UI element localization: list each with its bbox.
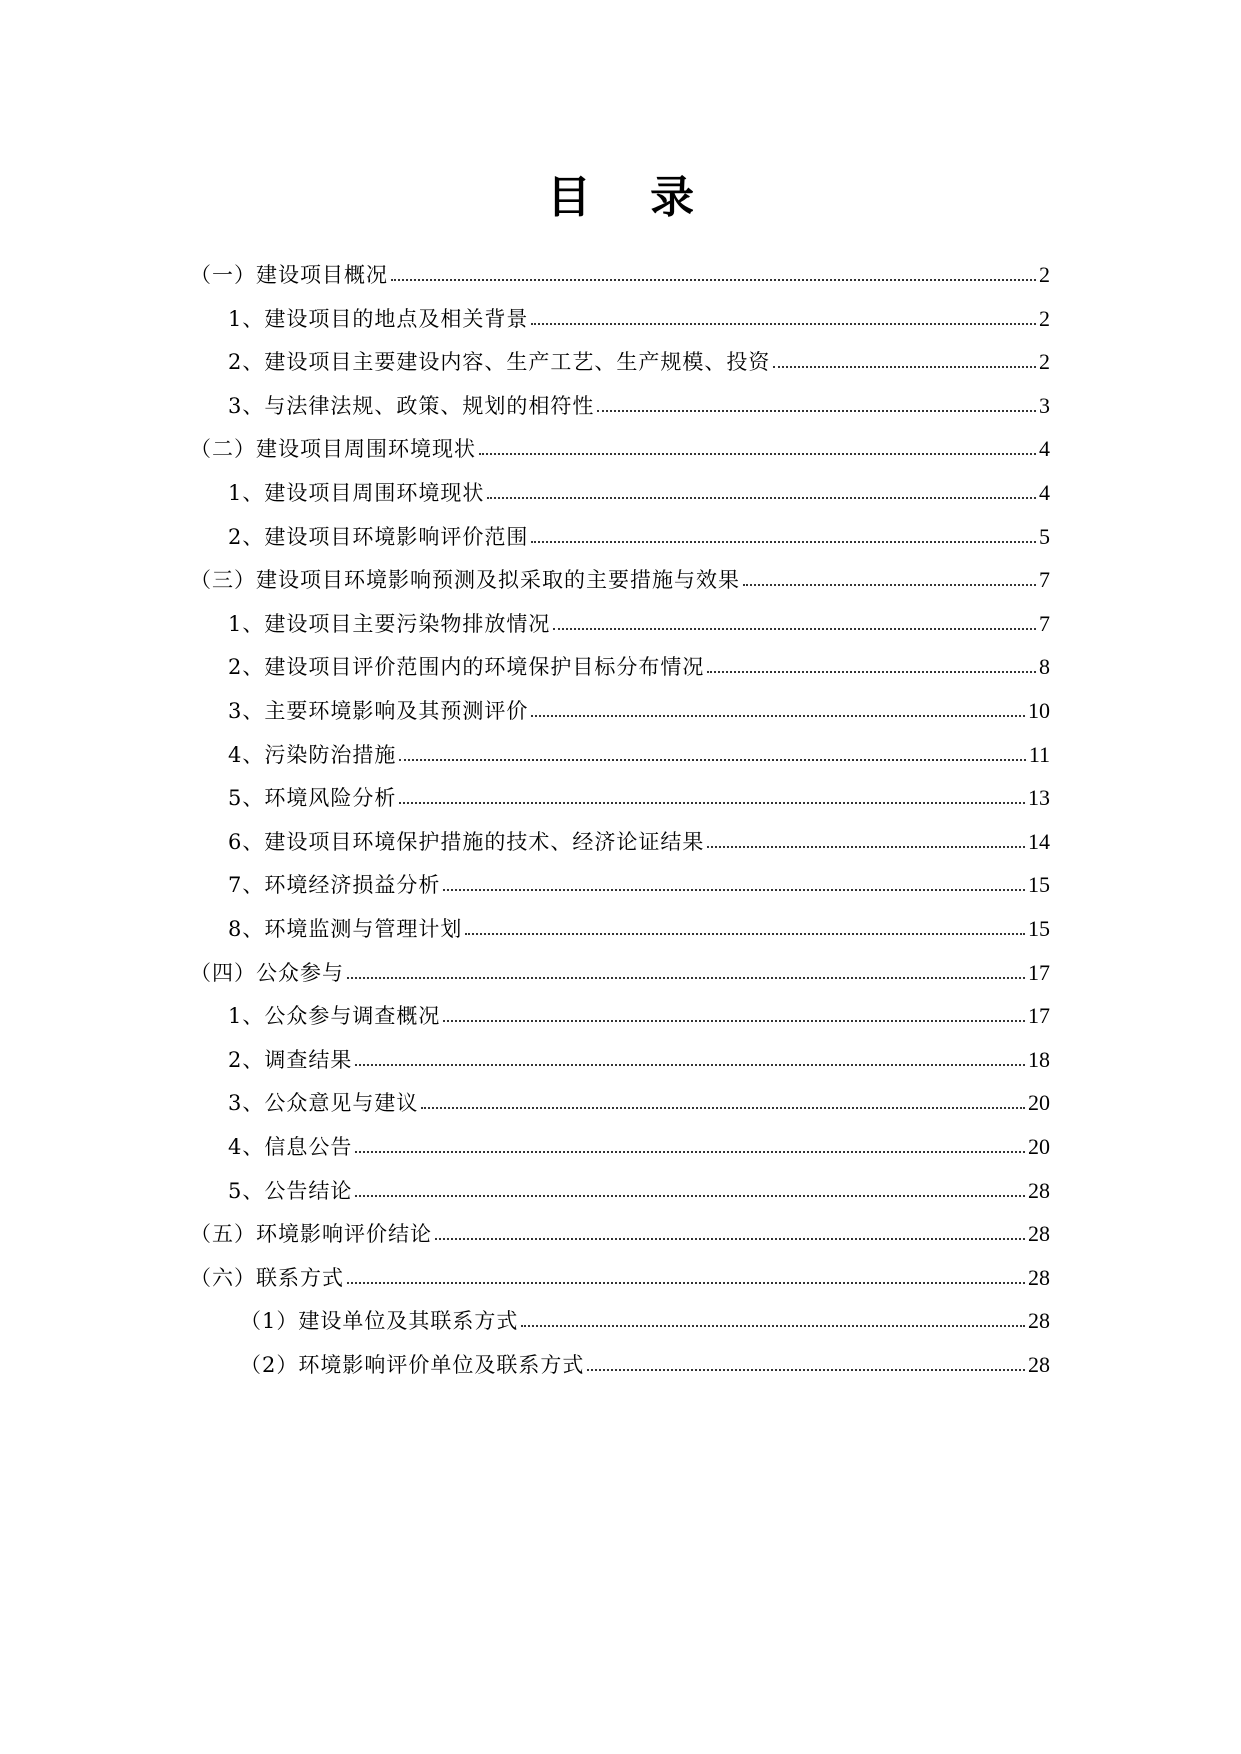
- dot-leader: [531, 323, 1036, 325]
- toc-entry-title: 8、环境监测与管理计划: [228, 917, 463, 941]
- dot-leader: [355, 1195, 1025, 1197]
- toc-entry[interactable]: [190, 948, 1050, 988]
- toc-entry-title: （1）建设单位及其联系方式: [240, 1309, 519, 1334]
- toc-entry[interactable]: [190, 642, 1050, 682]
- toc-entry-page-number: 2: [1039, 262, 1050, 287]
- dot-leader: [391, 279, 1036, 281]
- toc-entry-title: 4、信息公告: [228, 1135, 353, 1159]
- toc-entry-title: （六）联系方式: [190, 1265, 344, 1290]
- dot-leader: [531, 541, 1036, 543]
- toc-entry-title: 2、建设项目评价范围内的环境保护目标分布情况: [228, 655, 705, 680]
- toc-entry-page-number: 15: [1028, 872, 1050, 898]
- toc-entry[interactable]: [190, 512, 1050, 552]
- toc-entry[interactable]: [190, 904, 1050, 944]
- dot-leader: [743, 584, 1036, 586]
- page-title: 目 录: [546, 172, 717, 223]
- toc-entry-title: （四）公众参与: [190, 960, 344, 985]
- toc-entry-title: 3、与法律法规、政策、规划的相符性: [228, 393, 595, 418]
- toc-entry-page-number: 4: [1039, 480, 1050, 505]
- dot-leader: [347, 1282, 1025, 1284]
- toc-entry-page-number: 2: [1039, 349, 1050, 375]
- toc-entry[interactable]: [190, 1253, 1050, 1293]
- toc-entry[interactable]: [190, 860, 1050, 900]
- dot-leader: [521, 1325, 1025, 1327]
- toc-entry-page-number: 17: [1028, 1003, 1050, 1029]
- toc-entry[interactable]: [190, 730, 1050, 770]
- toc-entry-page-number: 28: [1028, 1308, 1050, 1334]
- toc-entry[interactable]: [190, 1296, 1050, 1336]
- toc-entry-title: 1、建设项目的地点及相关背景: [228, 306, 529, 331]
- toc-entry-page-number: 28: [1028, 1221, 1050, 1247]
- toc-entry-page-number: 17: [1028, 959, 1050, 985]
- toc-entry-title: 2、建设项目环境影响评价范围: [228, 524, 529, 549]
- dot-leader: [355, 1151, 1025, 1153]
- toc-entry[interactable]: [190, 991, 1050, 1031]
- toc-entry-title: 2、建设项目主要建设内容、生产工艺、生产规模、投资: [228, 350, 771, 375]
- toc-entry-title: （三）建设项目环境影响预测及拟采取的主要措施与效果: [190, 568, 740, 593]
- dot-leader: [707, 671, 1036, 673]
- toc-entry-title: 3、公众意见与建议: [228, 1091, 419, 1116]
- toc-entry[interactable]: [190, 686, 1050, 726]
- toc-entry-page-number: 28: [1028, 1177, 1050, 1203]
- toc-entry-title: 5、环境风险分析: [228, 786, 397, 811]
- toc-entry-page-number: 4: [1039, 436, 1050, 462]
- toc-entry[interactable]: [190, 424, 1050, 464]
- toc-entry-title: （2）环境影响评价单位及联系方式: [240, 1353, 585, 1377]
- dot-leader: [597, 410, 1036, 412]
- toc-entry[interactable]: [190, 381, 1050, 421]
- toc-entry[interactable]: [190, 1078, 1050, 1118]
- toc-entry-page-number: 7: [1039, 610, 1050, 636]
- toc-entry-page-number: 20: [1028, 1090, 1050, 1116]
- toc-entry[interactable]: [190, 817, 1050, 857]
- toc-entry-page-number: 7: [1039, 567, 1050, 593]
- toc-entry-page-number: 11: [1028, 741, 1050, 767]
- dot-leader: [399, 802, 1025, 804]
- dot-leader: [707, 846, 1025, 848]
- dot-leader: [465, 933, 1025, 935]
- toc-entry-title: 4、污染防治措施: [228, 742, 397, 767]
- dot-leader: [421, 1107, 1025, 1109]
- toc-entry[interactable]: [190, 294, 1050, 334]
- dot-leader: [435, 1238, 1025, 1240]
- toc-entry-page-number: 14: [1028, 828, 1050, 854]
- toc-entry[interactable]: [190, 250, 1050, 290]
- dot-leader: [587, 1369, 1025, 1371]
- toc-entry-title: 6、建设项目环境保护措施的技术、经济论证结果: [228, 829, 705, 854]
- dot-leader: [553, 628, 1036, 630]
- toc-entry-title: 7、环境经济损益分析: [228, 873, 441, 898]
- dot-leader: [355, 1064, 1025, 1066]
- toc-entry-title: （二）建设项目周围环境现状: [190, 437, 476, 462]
- toc-entry[interactable]: [190, 555, 1050, 595]
- toc-entry-page-number: 8: [1039, 654, 1050, 680]
- dot-leader: [443, 889, 1025, 891]
- toc-entry-page-number: 3: [1039, 392, 1050, 418]
- toc-entry[interactable]: [190, 337, 1050, 377]
- dot-leader: [487, 497, 1036, 499]
- dot-leader: [479, 453, 1036, 455]
- toc-entry-title: 1、建设项目周围环境现状: [228, 481, 485, 505]
- dot-leader: [399, 759, 1025, 761]
- toc-entry[interactable]: [190, 468, 1050, 508]
- dot-leader: [531, 715, 1025, 717]
- toc-entry[interactable]: [190, 1209, 1050, 1249]
- toc-entry[interactable]: [190, 1340, 1050, 1380]
- toc-entry-page-number: 28: [1028, 1264, 1050, 1290]
- toc-entry-page-number: 13: [1028, 785, 1050, 811]
- toc-entry-page-number: 20: [1028, 1134, 1050, 1159]
- toc-entry[interactable]: [190, 773, 1050, 813]
- toc-entry-title: 1、公众参与调查概况: [228, 1004, 441, 1029]
- dot-leader: [443, 1020, 1025, 1022]
- toc-entry-title: 2、调查结果: [228, 1047, 353, 1072]
- toc-entry-page-number: 28: [1028, 1352, 1050, 1377]
- toc-entry[interactable]: [190, 1122, 1050, 1162]
- toc-entry[interactable]: [190, 599, 1050, 639]
- toc-entry-title: （一）建设项目概况: [190, 263, 388, 287]
- toc-entry[interactable]: [190, 1035, 1050, 1075]
- toc-entry-title: 1、建设项目主要污染物排放情况: [228, 611, 551, 636]
- toc-entry-page-number: 2: [1039, 305, 1050, 331]
- dot-leader: [347, 977, 1025, 979]
- toc-entry-page-number: 10: [1028, 698, 1050, 723]
- toc-entry-title: 5、公告结论: [228, 1178, 353, 1203]
- toc-entry-page-number: 5: [1039, 523, 1050, 549]
- toc-entry-page-number: 18: [1028, 1046, 1050, 1072]
- dot-leader: [773, 366, 1036, 368]
- toc-entry-title: 3、主要环境影响及其预测评价: [228, 699, 529, 723]
- toc-entry-page-number: 15: [1028, 916, 1050, 941]
- toc-entry[interactable]: [190, 1166, 1050, 1206]
- toc-entry-title: （五）环境影响评价结论: [190, 1222, 432, 1247]
